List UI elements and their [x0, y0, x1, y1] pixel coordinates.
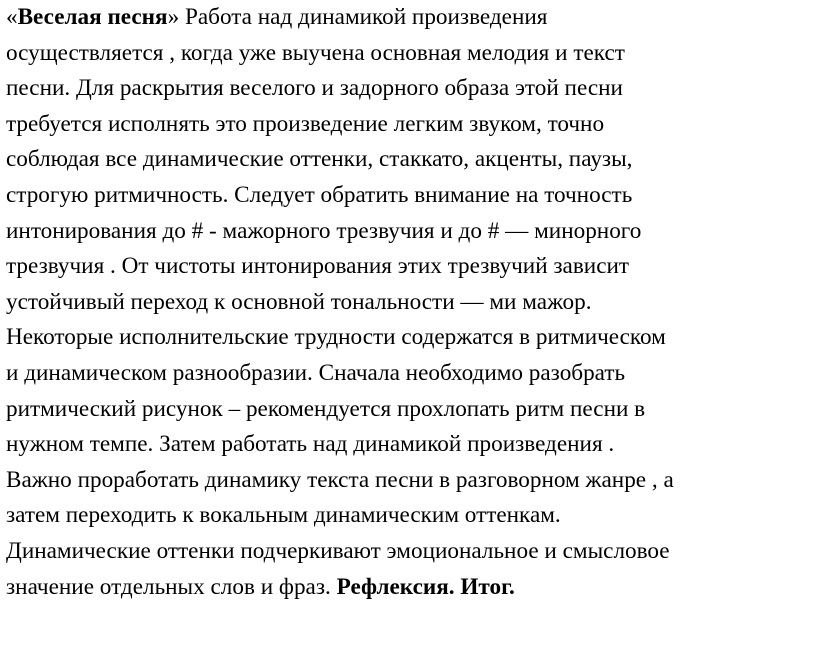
close-quote: »: [167, 4, 180, 30]
closing-reflection: Рефлексия. Итог.: [336, 573, 515, 600]
text-line-17: [6, 570, 812, 606]
document-text: [6, 0, 812, 605]
text-line-4: требуется исполнять это произведение легким звуком, точно: [6, 110, 605, 137]
text-line-8: трезвучия . От чистоты интонирования этих трезвучий зависит: [6, 253, 630, 280]
text-line-6: строгую ритмичность. Следует обратить внимание на точность: [6, 181, 633, 208]
text-line-14: Важно проработать динамику текста песни в разговорном жанре , а: [6, 466, 674, 493]
text-line-1: [6, 0, 812, 36]
text-line-5: соблюдая все динамические оттенки, стаккато, акценты, паузы,: [6, 146, 633, 173]
text-line-1-rest: Работа над динамикой произведения: [179, 4, 548, 30]
text-line-15: затем переходить к вокальным динамическим оттенкам.: [6, 502, 561, 529]
text-line-13: нужном темпе. Затем работать над динамикой произведения .: [6, 431, 615, 458]
text-line-9: устойчивый переход к основной тональности — ми мажор.: [6, 288, 592, 315]
text-line-11: и динамическом разнообразии. Сначала необходимо разобрать: [6, 359, 626, 386]
text-line-7: интонирования до # - мажорного трезвучия и до # — минорного: [6, 217, 642, 244]
song-title: Веселая песня: [17, 4, 168, 30]
text-line-3: песни. Для раскрытия веселого и задорного образа этой песни: [6, 75, 623, 102]
text-line-16: Динамические оттенки подчеркивают эмоциональное и смысловое: [6, 537, 670, 564]
text-line-17-start: значение отдельных слов и фраз.: [6, 573, 337, 600]
text-line-12: ритмический рисунок – рекомендуется прохлопать ритм песни в: [6, 395, 646, 422]
open-quote: «: [6, 4, 18, 30]
text-line-10: Некоторые исполнительские трудности содержатся в ритмическом: [6, 324, 666, 351]
text-line-2: осуществляется , когда уже выучена основная мелодия и текст: [6, 39, 625, 66]
